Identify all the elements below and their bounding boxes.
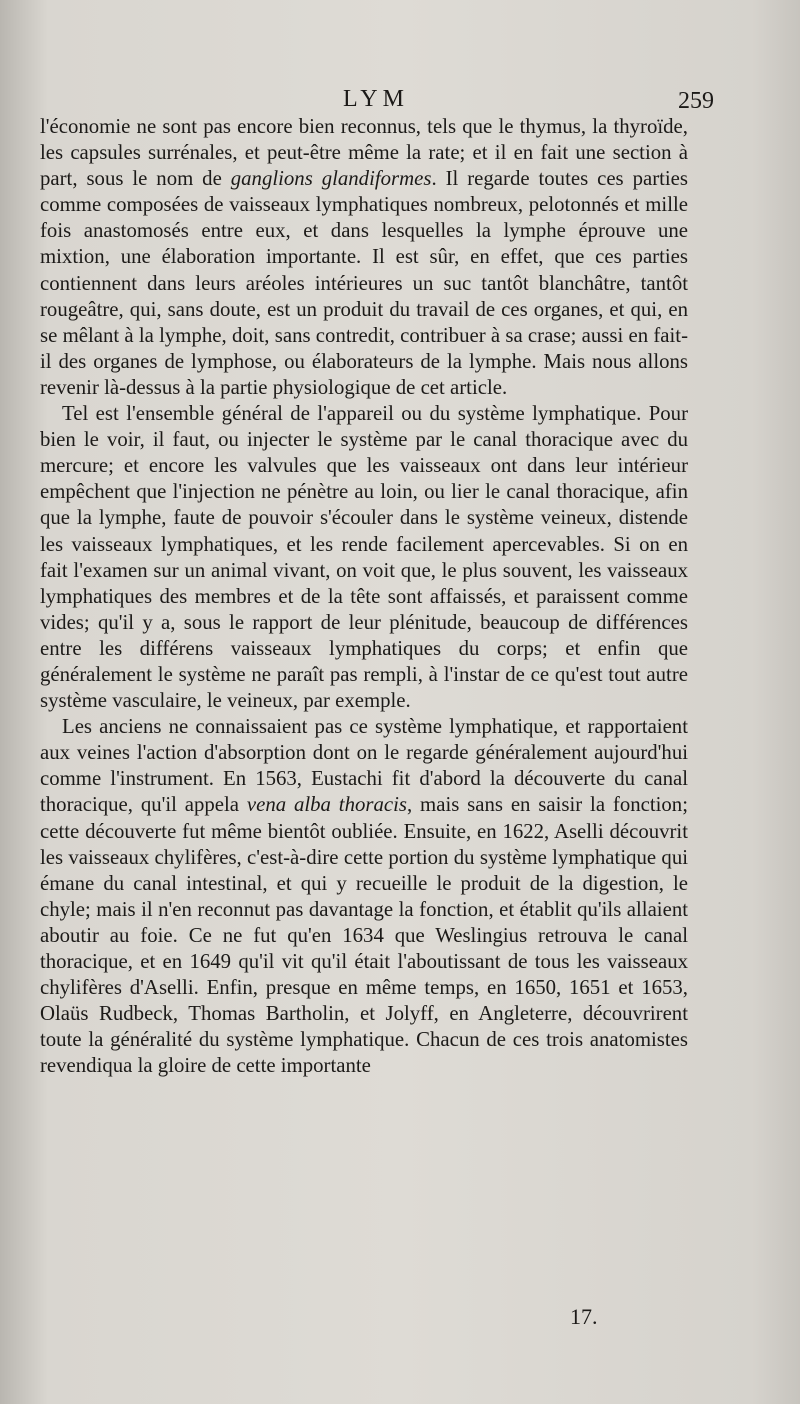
paragraph-1-italic-term: ganglions glandiformes xyxy=(230,167,432,191)
signature-mark: 17. xyxy=(570,1304,598,1329)
paragraph-1-text-b: . Il regarde toutes ces parties comme composées de vaisseaux lymphatiques nombreux, pelotonnés et mille fois anastomosés entre eux, et dans lesquelles la lymphe éprouve une mixtion, une élaboration importante. Il est sûr, en effet, que ces parties contiennent dans leurs aréoles intérieures un suc tantôt blanchâtre, tantôt rougeâtre, qui, sans doute, est un produit du travail de ces organes, et qui, en se mêlant à la lymphe, doit, sans contredit, contribuer à sa crase; aussi en fait-il des organes de lymphose, ou élaborateurs de la lymphe. Mais nous allons revenir là-dessus à la partie physiologique de cet article. xyxy=(40,167,689,399)
paragraph-1 xyxy=(40,114,688,401)
paragraph-1-text-a: l'économie ne sont pas encore bien reconnus, tels que le thymus, la thyroïde, les capsules surrénales, et peut-être même la rate; et il en fait une section à part, sous le nom de xyxy=(40,115,688,191)
paragraph-2 xyxy=(40,401,688,714)
paragraph-3 xyxy=(40,714,688,1079)
paragraph-2-text: Tel est l'ensemble général de l'appareil ou du système lymphatique. Pour bien le voir, il faut, ou injecter le système par le canal thoracique avec du mercure; et encore les valvules que les vaisseaux ont dans leur intérieur empêchent que l'injection ne pénètre au loin, ou lier le canal thoracique, afin que la lymphe, faute de pouvoir s'écouler dans le système veineux, distende les vaisseaux lymphatiques, et les rende facilement apercevables. Si on en fait l'examen sur un animal vivant, on voit que, le plus souvent, les vaisseaux lymphatiques des membres et de la tête sont affaissés, et paraissent comme vides; qu'il y a, sous le rapport de leur plénitude, beaucoup de différences entre les différens vaisseaux lymphatiques du corps; et enfin que généralement le système ne paraît pas rempli, à l'instar de ce qu'est tout autre système vasculaire, le veineux, par exemple. xyxy=(40,402,688,713)
running-head: LYM xyxy=(343,86,409,112)
paragraph-3-text-b: , mais sans en saisir la fonction; cette découverte fut même bientôt oubliée. Ensuite, en 1622, Aselli découvrit les vaisseaux chylifères, c'est-à-dire cette portion du système lymphatique qui émane du canal intestinal, et qui y recueille le produit de la digestion, le chyle; mais il n'en reconnut pas davantage la fonction, et établit qu'ils allaient aboutir au foie. Ce ne fut qu'en 1634 que Weslingius retrouva le canal thoracique, et en 1649 qu'il vit qu'il était l'aboutissant de tous les vaisseaux chylifères d'Aselli. Enfin, presque en même temps, en 1650, 1651 et 1653, Olaüs Rudbeck, Thomas Bartholin, et Jolyff, en Angleterre, découvrirent toute la généralité du système lymphatique. Chacun de ces trois anatomistes revendiqua la gloire de cette importante xyxy=(40,793,688,1078)
body-text xyxy=(40,114,688,1079)
paragraph-3-text-a: Les anciens ne connaissaient pas ce système lymphatique, et rapportaient aux veines l'action d'absorption dont on le regarde généralement aujourd'hui comme l'instrument. En 1563, Eustachi fit d'abord la découverte du canal thoracique, qu'il appela xyxy=(40,715,688,817)
page-number: 259 xyxy=(678,88,714,114)
paragraph-3-italic-term: vena alba thoracis xyxy=(246,793,407,817)
page-header xyxy=(44,86,714,116)
